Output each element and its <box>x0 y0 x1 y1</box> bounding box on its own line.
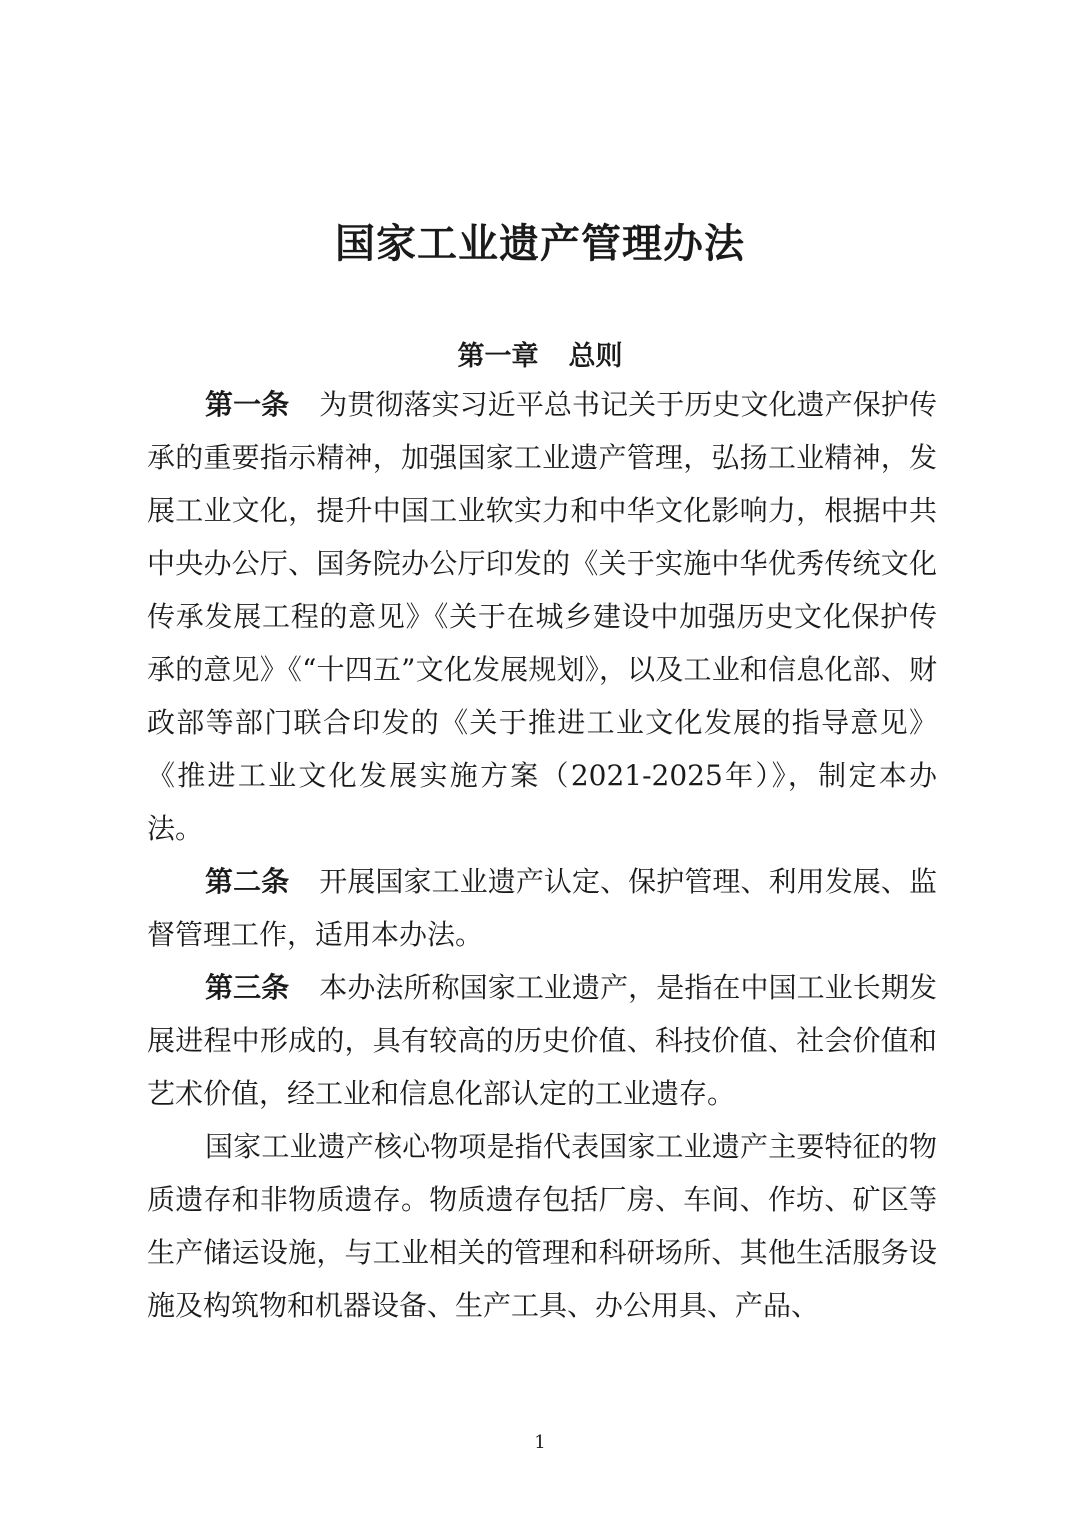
chapter-name: 总则 <box>568 341 623 372</box>
article-text: 本办法所称国家工业遗产，是指在中国工业长期发展进程中形成的，具有较高的历史价值、科技价值、社会价值和艺术价值，经工业和信息化部认定的工业遗存。 <box>147 971 937 1110</box>
document-title: 国家工业遗产管理办法 <box>335 220 745 267</box>
article-label: 第二条 <box>205 865 290 898</box>
paragraph-text: 国家工业遗产核心物项是指代表国家工业遗产主要特征的物质遗存和非物质遗存。物质遗存包括厂房、车间、作坊、矿区等生产储运设施，与工业相关的管理和科研场所、其他生活服务设施及构筑物和机器设备、生产工具、办公用具、产品、 <box>147 1130 937 1322</box>
article-2 <box>147 855 937 961</box>
article-text: 为贯彻落实习近平总书记关于历史文化遗产保护传承的重要指示精神，加强国家工业遗产管理，弘扬工业精神，发展工业文化，提升中国工业软实力和中华文化影响力，根据中共中央办公厅、国务院办公厅印发的《关于实施中华优秀传统文化传承发展工程的意见》《关于在城乡建设中加强历史文化保护传承的意见》《“十四五”文化发展规划》，以及工业和信息化部、财政部等部门联合印发的《关于推进工业文化发展的指导意见》《推进工业文化发展实施方案（2021-2025年）》，制定本办法。 <box>147 388 937 845</box>
article-1 <box>147 378 937 855</box>
article-3 <box>147 961 937 1120</box>
document-body <box>147 378 937 1332</box>
article-text: 开展国家工业遗产认定、保护管理、利用发展、监督管理工作，适用本办法。 <box>147 865 937 951</box>
chapter-heading <box>0 334 1080 373</box>
chapter-number: 第一章 <box>457 341 539 372</box>
article-label: 第一条 <box>205 388 290 421</box>
page-number: 1 <box>534 1432 546 1453</box>
article-label: 第三条 <box>205 971 290 1004</box>
article-3-continuation <box>147 1120 937 1332</box>
